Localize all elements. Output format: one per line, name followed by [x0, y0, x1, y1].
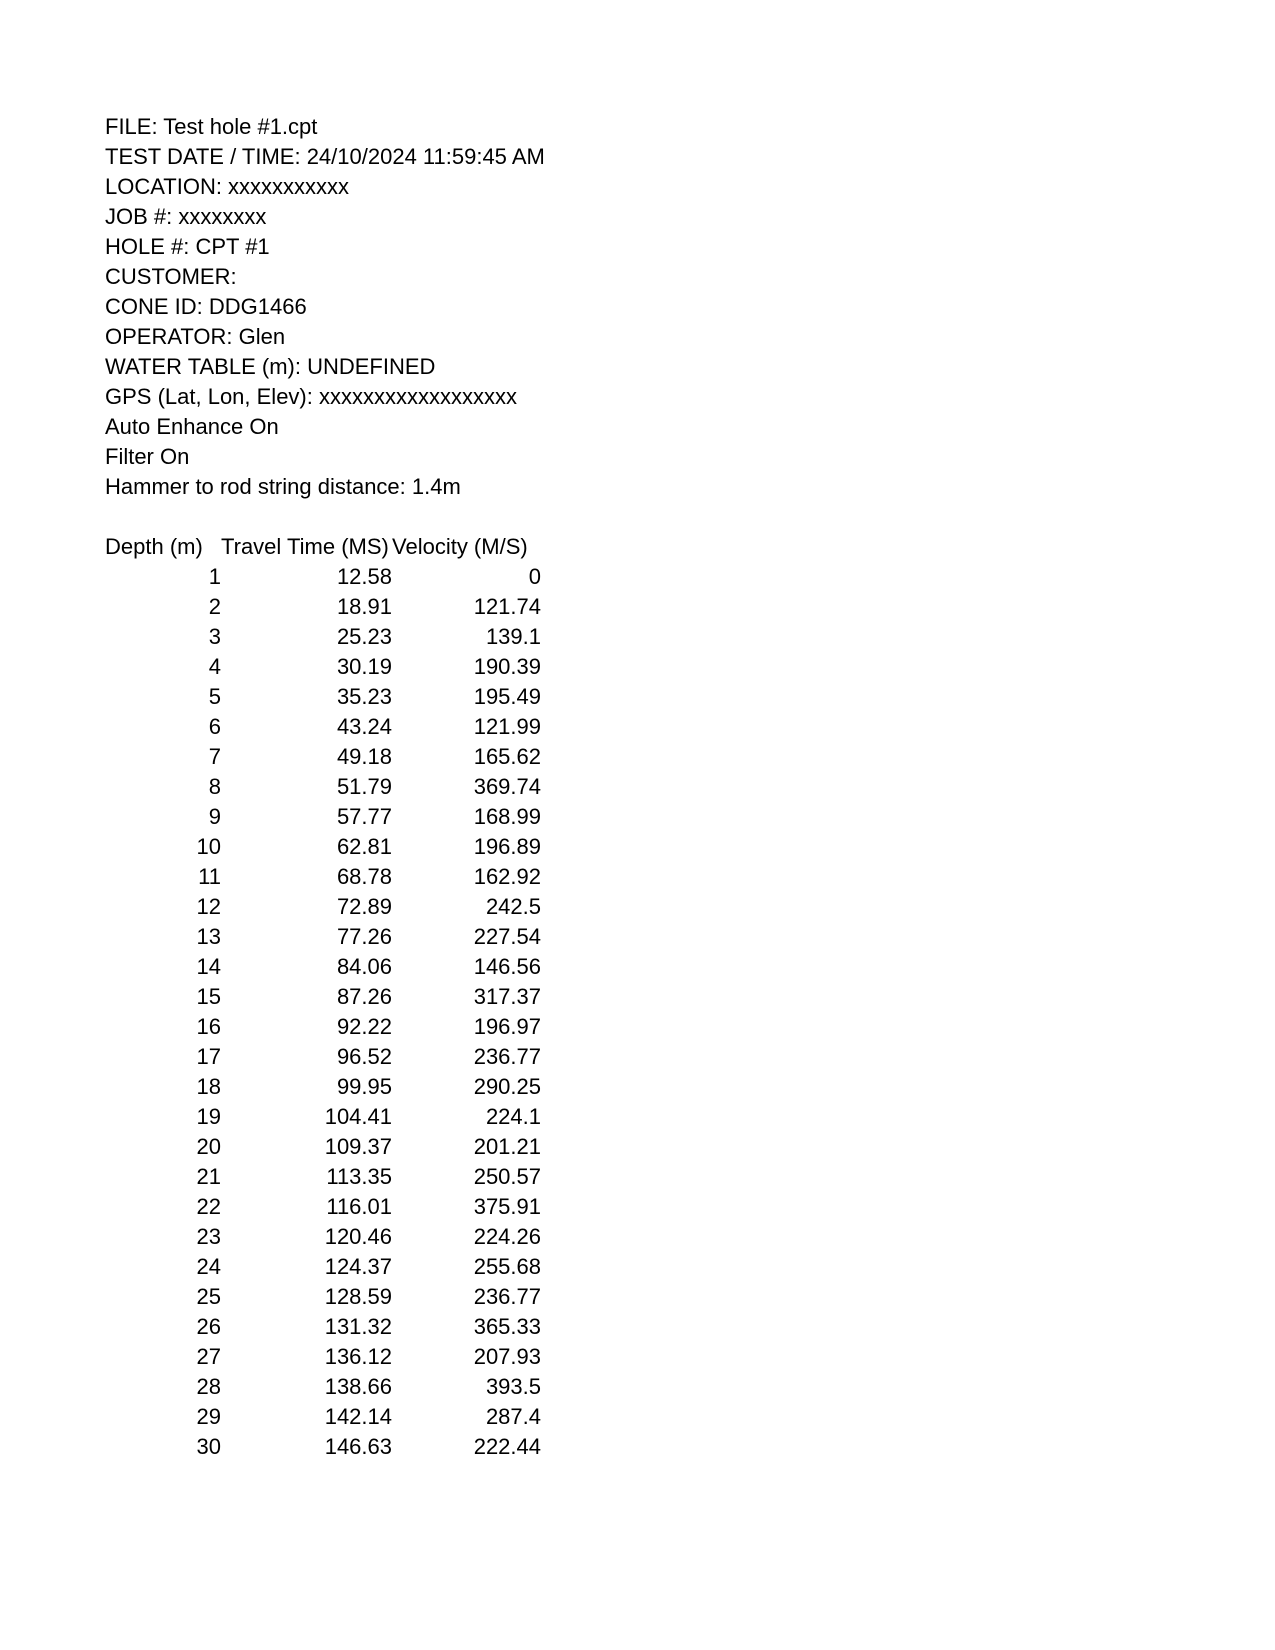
table-row	[105, 562, 541, 592]
cell-velocity: 121.99	[473, 714, 541, 739]
cell-depth: 4	[208, 654, 221, 679]
cell-travel-time: 142.14	[324, 1404, 392, 1429]
data-table-body	[105, 562, 541, 1462]
cell-travel-time: 62.81	[336, 834, 392, 859]
cell-depth: 26	[196, 1314, 221, 1339]
cell-depth: 22	[196, 1194, 221, 1219]
report-info-line: TEST DATE / TIME: 24/10/2024 11:59:45 AM	[105, 144, 545, 169]
cell-depth: 17	[196, 1044, 221, 1069]
cell-velocity: 121.74	[473, 594, 541, 619]
cell-depth: 10	[196, 834, 221, 859]
cell-velocity: 224.1	[485, 1104, 541, 1129]
table-row	[105, 742, 541, 772]
cell-velocity: 162.92	[473, 864, 541, 889]
table-row	[105, 1252, 541, 1282]
cell-velocity: 250.57	[473, 1164, 541, 1189]
cell-depth: 15	[196, 984, 221, 1009]
cell-velocity: 0	[528, 564, 541, 589]
cell-velocity: 369.74	[473, 774, 541, 799]
table-row	[105, 832, 541, 862]
cell-depth: 28	[196, 1374, 221, 1399]
cell-velocity: 196.97	[473, 1014, 541, 1039]
cell-velocity: 196.89	[473, 834, 541, 859]
cell-velocity: 375.91	[473, 1194, 541, 1219]
cell-depth: 20	[196, 1134, 221, 1159]
column-header-depth: Depth (m)	[105, 534, 203, 559]
report-info-line: HOLE #: CPT #1	[105, 234, 270, 259]
table-row	[105, 772, 541, 802]
cell-depth: 18	[196, 1074, 221, 1099]
table-row	[105, 592, 541, 622]
cell-travel-time: 99.95	[336, 1074, 392, 1099]
cell-travel-time: 72.89	[336, 894, 392, 919]
cell-travel-time: 51.79	[336, 774, 392, 799]
cell-travel-time: 116.01	[326, 1194, 392, 1219]
cell-depth: 14	[196, 954, 221, 979]
cell-velocity: 139.1	[485, 624, 541, 649]
cell-depth: 11	[198, 864, 221, 889]
cell-travel-time: 87.26	[336, 984, 392, 1009]
cell-travel-time: 113.35	[326, 1164, 392, 1189]
cell-velocity: 236.77	[473, 1284, 541, 1309]
report-info-line: CONE ID: DDG1466	[105, 294, 307, 319]
cell-velocity: 168.99	[473, 804, 541, 829]
cell-depth: 30	[196, 1434, 221, 1459]
table-row	[105, 1432, 541, 1462]
table-row	[105, 862, 541, 892]
cell-depth: 8	[208, 774, 221, 799]
cell-velocity: 236.77	[473, 1044, 541, 1069]
cell-travel-time: 84.06	[336, 954, 392, 979]
cell-velocity: 290.25	[473, 1074, 541, 1099]
table-header-row	[105, 532, 541, 562]
cell-depth: 25	[196, 1284, 221, 1309]
report-info-line: Hammer to rod string distance: 1.4m	[105, 474, 461, 499]
cell-travel-time: 128.59	[324, 1284, 392, 1309]
cell-depth: 13	[196, 924, 221, 949]
cell-travel-time: 68.78	[336, 864, 392, 889]
table-row	[105, 712, 541, 742]
cell-velocity: 190.39	[473, 654, 541, 679]
cell-depth: 27	[196, 1344, 221, 1369]
table-row	[105, 802, 541, 832]
cell-velocity: 195.49	[473, 684, 541, 709]
cell-velocity: 287.4	[485, 1404, 541, 1429]
cell-travel-time: 146.63	[324, 1434, 392, 1459]
table-row	[105, 1282, 541, 1312]
cell-depth: 29	[196, 1404, 221, 1429]
cell-travel-time: 18.91	[336, 594, 392, 619]
cell-depth: 16	[196, 1014, 221, 1039]
cell-velocity: 365.33	[473, 1314, 541, 1339]
cell-depth: 3	[208, 624, 221, 649]
cell-travel-time: 136.12	[324, 1344, 392, 1369]
cell-travel-time: 43.24	[336, 714, 392, 739]
table-row	[105, 892, 541, 922]
report-info-line: FILE: Test hole #1.cpt	[105, 114, 318, 139]
cell-travel-time: 92.22	[336, 1014, 392, 1039]
report-info-line: Auto Enhance On	[105, 414, 279, 439]
cell-depth: 7	[208, 744, 221, 769]
table-row	[105, 1192, 541, 1222]
cell-travel-time: 57.77	[336, 804, 392, 829]
cell-velocity: 227.54	[473, 924, 541, 949]
table-row	[105, 1162, 541, 1192]
cell-velocity: 222.44	[473, 1434, 541, 1459]
measurement-table	[105, 532, 541, 1462]
cell-depth: 5	[208, 684, 221, 709]
cell-depth: 19	[196, 1104, 221, 1129]
cell-travel-time: 49.18	[336, 744, 392, 769]
report-info-line: OPERATOR: Glen	[105, 324, 286, 349]
cell-travel-time: 77.26	[336, 924, 392, 949]
cell-depth: 2	[208, 594, 221, 619]
cell-depth: 12	[196, 894, 221, 919]
cell-travel-time: 120.46	[324, 1224, 392, 1249]
table-row	[105, 922, 541, 952]
table-row	[105, 682, 541, 712]
cell-velocity: 224.26	[473, 1224, 541, 1249]
table-row	[105, 1132, 541, 1162]
report-content	[105, 112, 545, 1462]
cell-travel-time: 12.58	[336, 564, 392, 589]
cell-velocity: 255.68	[473, 1254, 541, 1279]
report-info-line: JOB #: xxxxxxxx	[105, 204, 267, 229]
cell-velocity: 146.56	[473, 954, 541, 979]
cell-velocity: 201.21	[473, 1134, 541, 1159]
cell-travel-time: 30.19	[336, 654, 392, 679]
column-header-travel-time: Travel Time (MS)	[221, 534, 389, 559]
table-row	[105, 622, 541, 652]
report-info-line: WATER TABLE (m): UNDEFINED	[105, 354, 436, 379]
cell-travel-time: 131.32	[324, 1314, 392, 1339]
cell-depth: 21	[196, 1164, 221, 1189]
table-row	[105, 952, 541, 982]
table-row	[105, 1072, 541, 1102]
cell-velocity: 242.5	[485, 894, 541, 919]
cell-velocity: 317.37	[473, 984, 541, 1009]
column-header-velocity: Velocity (M/S)	[392, 534, 528, 559]
cell-travel-time: 35.23	[336, 684, 392, 709]
cell-depth: 24	[196, 1254, 221, 1279]
cell-depth: 9	[208, 804, 221, 829]
table-row	[105, 1402, 541, 1432]
table-row	[105, 1312, 541, 1342]
table-row	[105, 1222, 541, 1252]
table-row	[105, 1372, 541, 1402]
cell-depth: 23	[196, 1224, 221, 1249]
cell-depth: 6	[208, 714, 221, 739]
cell-travel-time: 96.52	[336, 1044, 392, 1069]
cell-travel-time: 104.41	[324, 1104, 392, 1129]
report-info-line: CUSTOMER:	[105, 264, 237, 289]
cell-velocity: 165.62	[473, 744, 541, 769]
cell-travel-time: 138.66	[324, 1374, 392, 1399]
table-row	[105, 652, 541, 682]
table-row	[105, 1102, 541, 1132]
report-info-line: GPS (Lat, Lon, Elev): xxxxxxxxxxxxxxxxxx	[105, 384, 517, 409]
cell-travel-time: 25.23	[336, 624, 392, 649]
table-row	[105, 1342, 541, 1372]
report-info-line: Filter On	[105, 444, 190, 469]
cell-depth: 1	[208, 564, 221, 589]
blank-line	[105, 502, 545, 532]
report-header-block	[105, 112, 545, 502]
table-row	[105, 982, 541, 1012]
cell-travel-time: 109.37	[324, 1134, 392, 1159]
cell-velocity: 393.5	[485, 1374, 541, 1399]
table-row	[105, 1012, 541, 1042]
cell-velocity: 207.93	[473, 1344, 541, 1369]
cell-travel-time: 124.37	[324, 1254, 392, 1279]
table-row	[105, 1042, 541, 1072]
report-info-line: LOCATION: xxxxxxxxxxx	[105, 174, 350, 199]
